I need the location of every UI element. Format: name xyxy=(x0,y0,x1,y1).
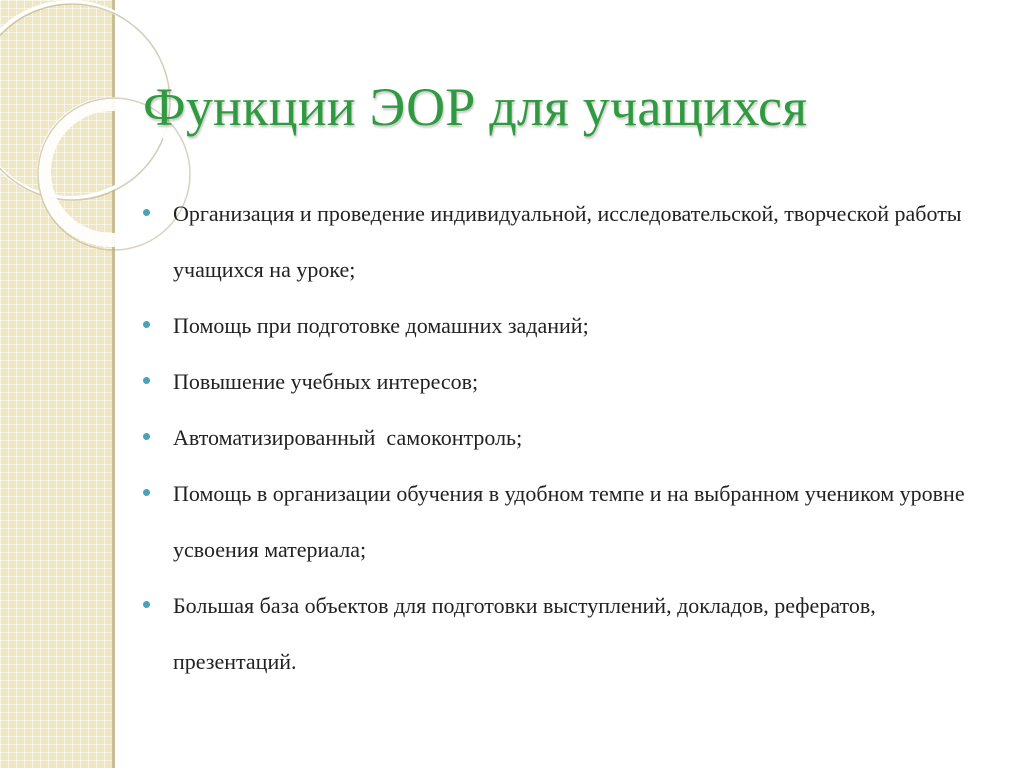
list-item-text: Повышение учебных интересов; xyxy=(173,369,479,394)
list-item-text: Автоматизированный самоконтроль; xyxy=(173,425,523,450)
slide-title: Функции ЭОР для учащихся xyxy=(143,77,808,137)
list-item xyxy=(143,578,1003,690)
side-panel-border xyxy=(112,0,115,768)
list-item-text: Большая база объектов для подготовки выступлений, докладов, рефератов, презентаций. xyxy=(173,593,876,674)
list-item-text: Помощь при подготовке домашних заданий; xyxy=(173,313,589,338)
bullet-dot-icon xyxy=(143,377,150,384)
bullet-dot-icon xyxy=(143,489,150,496)
list-item xyxy=(143,186,1003,298)
list-item-text: Помощь в организации обучения в удобном темпе и на выбранном учеником уровне усвоения материала; xyxy=(173,481,965,562)
list-item xyxy=(143,466,1003,578)
list-item xyxy=(143,410,1003,466)
bullet-dot-icon xyxy=(143,601,150,608)
bullet-dot-icon xyxy=(143,433,150,440)
bullet-list xyxy=(143,186,1003,690)
bullet-dot-icon xyxy=(143,209,150,216)
bullet-dot-icon xyxy=(143,321,150,328)
list-item-text: Организация и проведение индивидуальной, исследовательской, творческой работы учащихся на уроке; xyxy=(173,201,962,282)
list-item xyxy=(143,298,1003,354)
list-item xyxy=(143,354,1003,410)
decorative-side-panel xyxy=(0,0,112,768)
